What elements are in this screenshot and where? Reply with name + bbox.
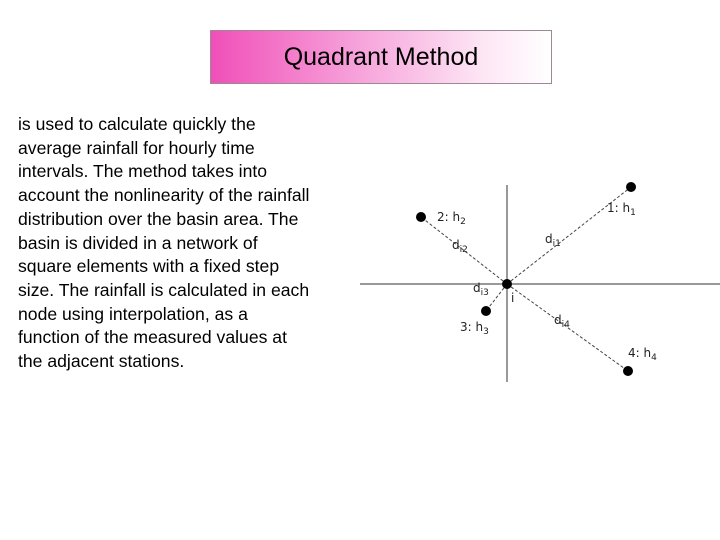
quadrant-diagram-svg xyxy=(355,175,720,390)
station-point-4 xyxy=(623,366,633,376)
station-label-4: 4: $h_4$ xyxy=(628,346,657,363)
quadrant-diagram xyxy=(355,175,720,390)
node-point-i xyxy=(502,279,512,289)
body-line: distribution over the basin area. The xyxy=(18,208,299,229)
body-line: account the nonlinearity of the rainfall xyxy=(18,185,310,206)
station-point-3 xyxy=(481,306,491,316)
station-point-2 xyxy=(416,212,426,222)
body-paragraph xyxy=(18,113,358,374)
body-line: the adjacent stations. xyxy=(18,351,185,372)
distance-label-4: $d_{i4}$ xyxy=(554,313,570,330)
title-banner xyxy=(210,30,552,84)
body-line: basin is divided in a network of xyxy=(18,232,258,253)
distance-label-1: $d_{i1}$ xyxy=(545,232,561,249)
station-label-1: 1: $h_1$ xyxy=(607,201,636,218)
page-title: Quadrant Method xyxy=(283,43,479,71)
body-line: is used to calculate quickly the xyxy=(18,114,256,134)
body-line: average rainfall for hourly time xyxy=(18,137,255,158)
station-point-1 xyxy=(626,182,636,192)
body-line: function of the measured values at xyxy=(18,327,287,348)
body-line: intervals. The method takes into xyxy=(18,161,268,182)
body-line: square elements with a fixed step xyxy=(18,256,280,277)
station-label-2: 2: $h_2$ xyxy=(437,210,466,227)
station-label-3: 3: $h_3$ xyxy=(460,320,489,337)
distance-line-3 xyxy=(486,284,507,311)
distance-label-3: $d_{i3}$ xyxy=(473,281,489,298)
node-label: i xyxy=(511,291,515,305)
distance-label-2: $d_{i2}$ xyxy=(452,238,468,255)
body-line: node using interpolation, as a xyxy=(18,303,248,324)
body-line: size. The rainfall is calculated in each xyxy=(18,279,310,300)
